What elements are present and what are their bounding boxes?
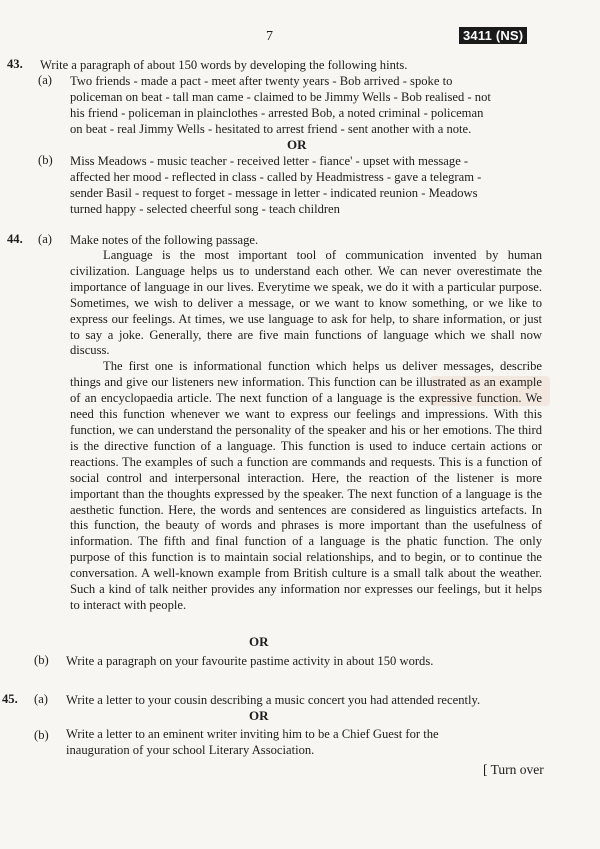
question-43b-label: (b) xyxy=(38,153,53,167)
question-43b-line: sender Basil - request to forget - message in letter - indicated reunion - Meadows xyxy=(70,186,478,200)
question-45b-label: (b) xyxy=(34,728,49,742)
question-43b-line: Miss Meadows - music teacher - received letter - fiance' - upset with message - xyxy=(70,154,469,168)
question-43a-line: Two friends - made a pact - meet after twenty years - Bob arrived - spoke to xyxy=(70,74,453,88)
question-43a-line: on beat - real Jimmy Wells - hesitated to arrest friend - sent another with a note. xyxy=(70,122,472,136)
question-44a-label: (a) xyxy=(38,232,52,246)
turn-over-note: [ Turn over xyxy=(483,762,544,777)
question-43-or: OR xyxy=(287,137,307,152)
question-45a-text: Write a letter to your cousin describing a music concert you had attended recently. xyxy=(66,693,481,707)
passage-paragraph: Language is the most important tool of communication invented by human civilization. Language helps us to understand each other. We can never overestimate the importance of language in our lives. Everytime we speak, we do it with a particular purpose. Sometimes, we wish to deliver a message, or we want to know something, or we like to express our feelings. At times, we use language to ask for help, to share information, or just to say a joke. Generally, there are five main functions of language which we shall now discuss. xyxy=(70,248,542,358)
question-45b-line: Write a letter to an eminent writer inviting him to be a Chief Guest for the xyxy=(66,727,439,741)
question-43b-line: affected her mood - reflected in class - called by Headmistress - gave a telegram - xyxy=(70,170,482,184)
question-45a-label: (a) xyxy=(34,692,48,706)
question-43a-line: policeman on beat - tall man came - claimed to be Jimmy Wells - Bob realised - not xyxy=(70,90,491,104)
question-44-or: OR xyxy=(249,634,269,649)
page-number: 7 xyxy=(266,29,273,44)
question-44b-text: Write a paragraph on your favourite pastime activity in about 150 words. xyxy=(66,654,434,668)
question-43b-line: turned happy - selected cheerful song - teach children xyxy=(70,202,340,216)
paper-code-badge: 3411 (NS) xyxy=(459,27,527,44)
question-44b-label: (b) xyxy=(34,653,49,667)
question-43a-line: his friend - policeman in plainclothes - arrested Bob, a noted criminal - policeman xyxy=(70,106,484,120)
passage-paragraph: The first one is informational function which helps us deliver messages, describe things and give our listeners new information. This function can be illustrated as an example of an encyclopaedia article. The next function of a language is the expressive function. We need this function whenever we want to express our feelings and impressions. With this function, we can understand the personality of the speaker and his or her emotions. The third is the directive function of a language. This function is used to induce certain actions or reactions. The examples of such a function are commands and requests. This is a function of social control and interpersonal interaction. Here, the reaction of the listener is more important than the thoughts expressed by the speaker. The next function of a language is the aesthetic function. Here, the words and sentences are considered as linguistics artefacts. In this function, the beauty of words and phrases is more important than the usefulness of information. The fifth and final function of a language is the phatic function. The only purpose of this function is to maintain social relationships, and to begin, or to continue the conversation. A well-known example from British culture is a small talk about the weather. Such a kind of talk neither provides any information nor expresses our feelings, but it helps to interact with people. xyxy=(70,359,542,612)
question-45b-line: inauguration of your school Literary Association. xyxy=(66,743,315,757)
question-43-number: 43. xyxy=(7,57,23,71)
question-45-number: 45. xyxy=(2,692,18,706)
question-43a-label: (a) xyxy=(38,73,52,87)
comprehension-passage xyxy=(70,248,542,614)
question-44-number: 44. xyxy=(7,232,23,246)
question-43-instruction: Write a paragraph of about 150 words by developing the following hints. xyxy=(40,58,408,72)
question-44a-instruction: Make notes of the following passage. xyxy=(70,233,259,247)
question-45-or: OR xyxy=(249,708,269,723)
